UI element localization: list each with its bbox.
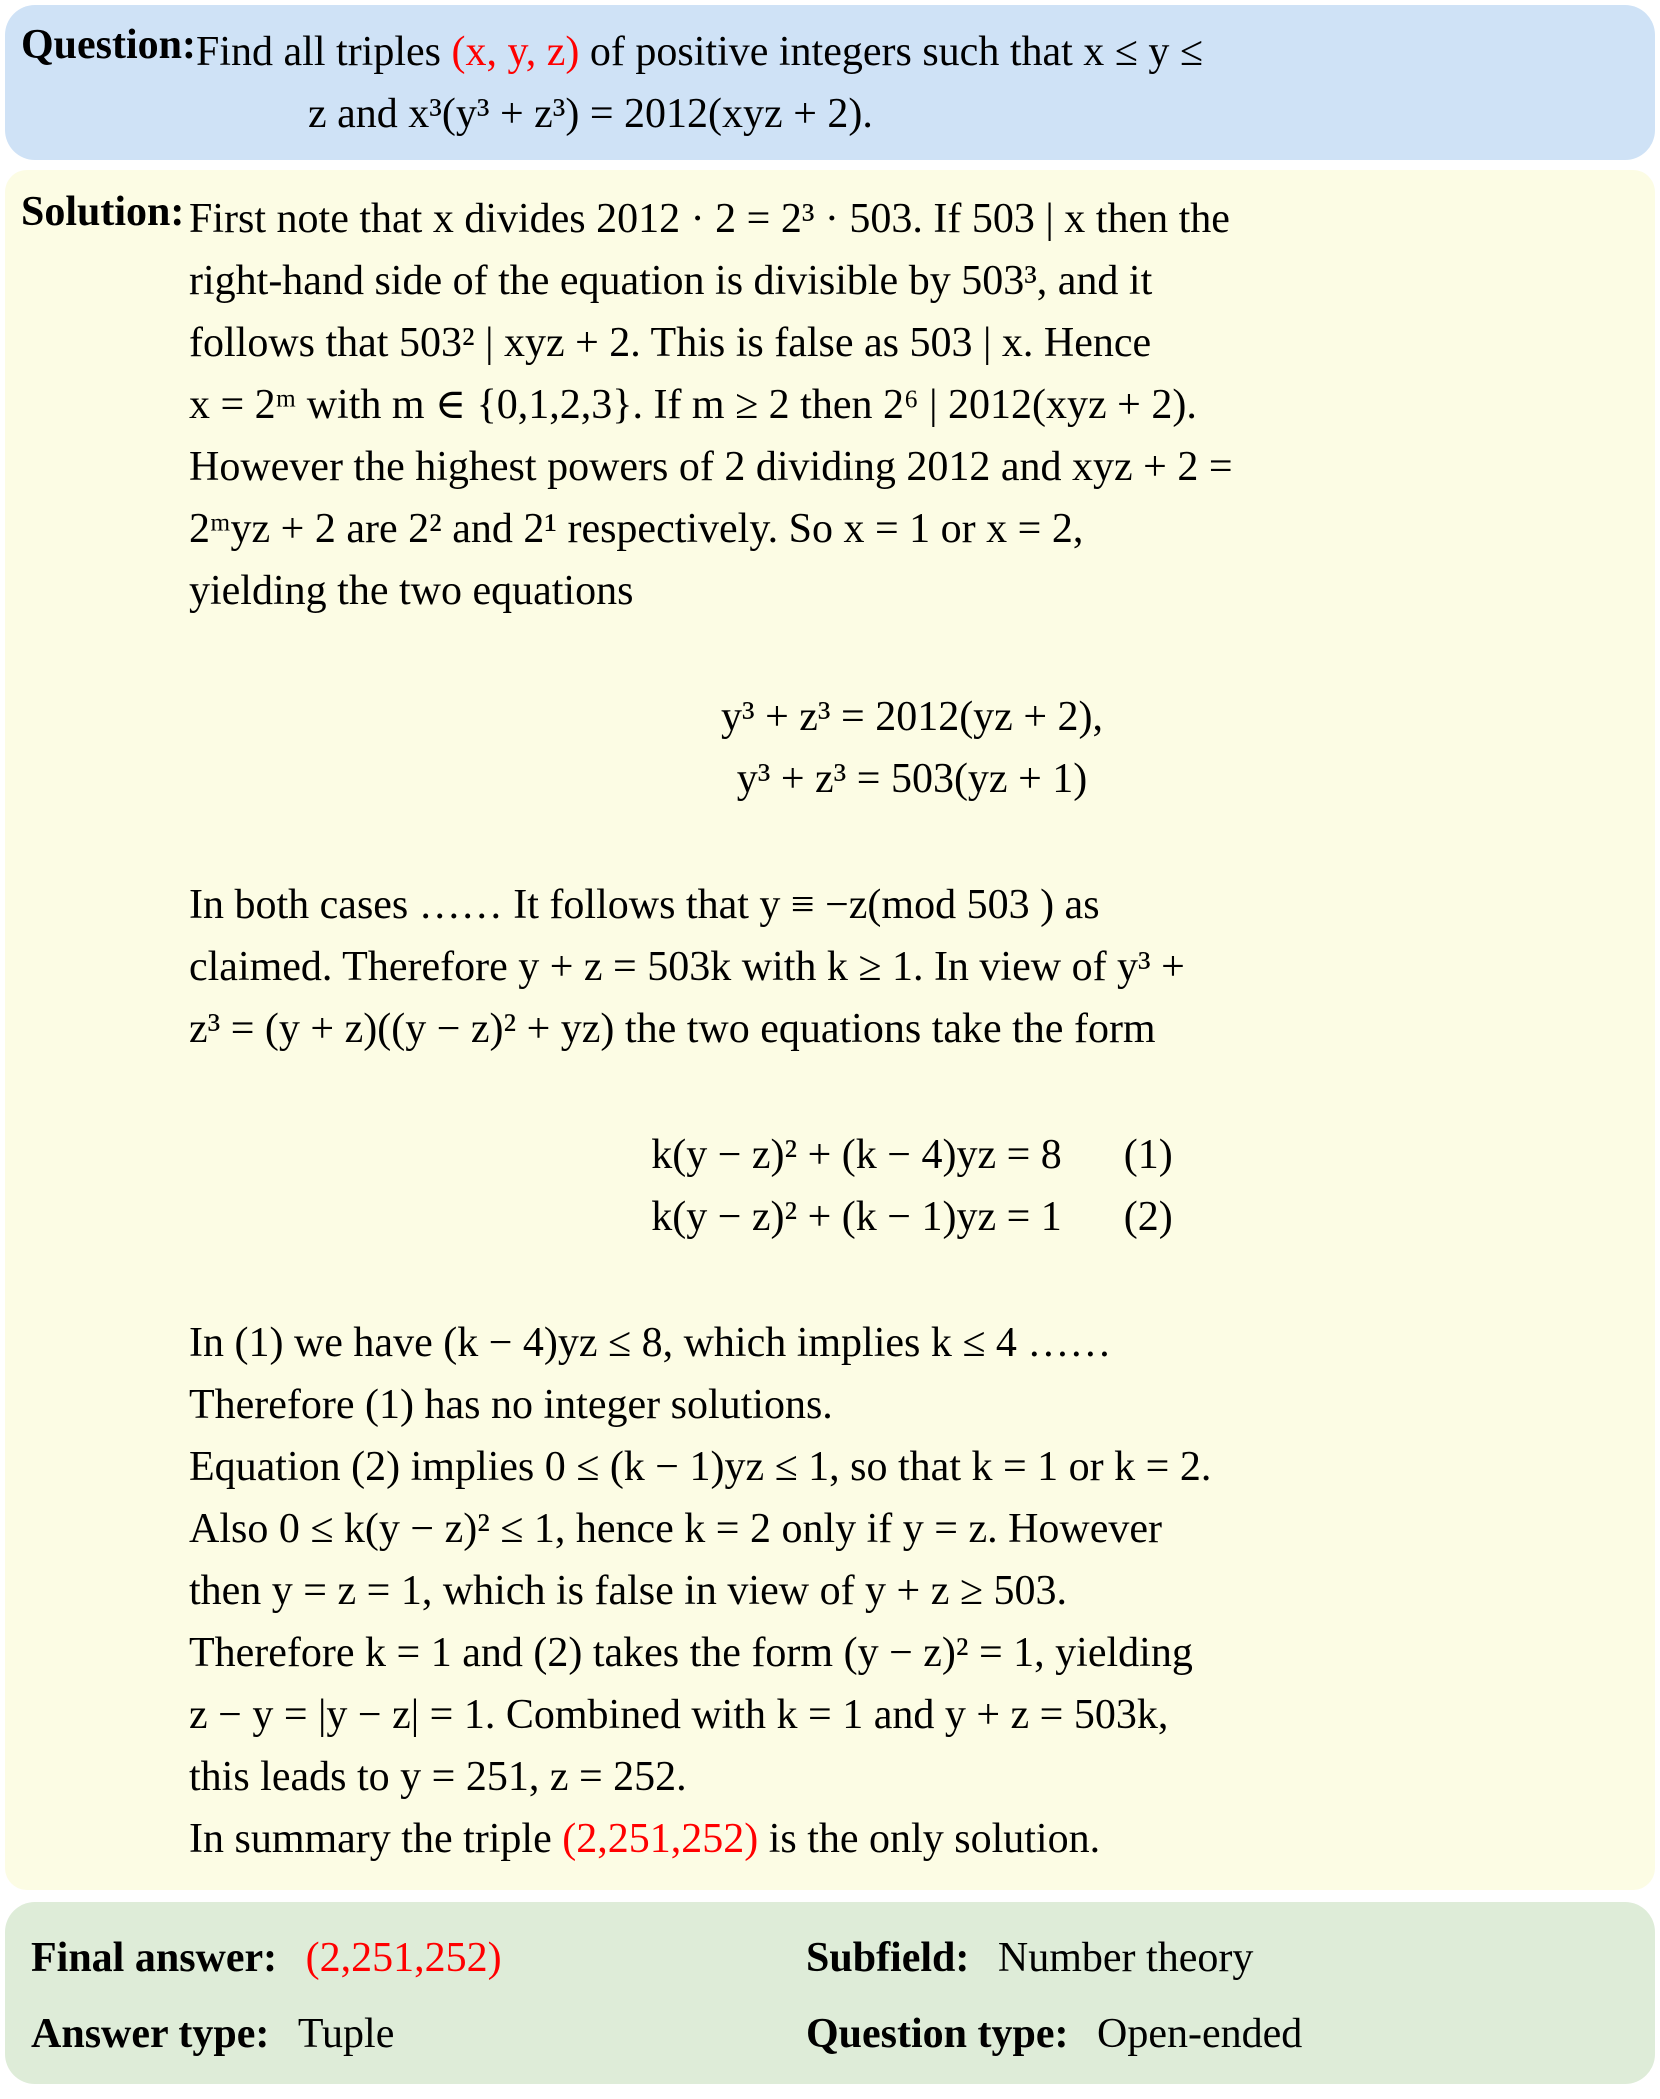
solution-text xyxy=(189,188,1635,1870)
solution-line: Therefore (1) has no integer solutions. xyxy=(189,1382,833,1428)
question-line1-pre: Find all triples xyxy=(196,29,452,75)
question-type-value: Open-ended xyxy=(1097,2011,1303,2057)
question-line-2: z and x³(y³ + z³) = 2012(xyz + 2). xyxy=(308,91,873,137)
display-equation: y³ + z³ = 503(yz + 1) xyxy=(736,756,1088,802)
solution-line: First note that x divides 2012 · 2 = 2³ · 503. If 503 | x then the xyxy=(189,196,1230,242)
question-section xyxy=(5,5,1655,160)
answer-type-label: Answer type: xyxy=(31,2011,270,2057)
solution-line: then y = z = 1, which is false in view of y + z ≥ 503. xyxy=(189,1568,1067,1614)
solution-line: In both cases …… It follows that y ≡ −z(mod 503 ) as xyxy=(189,882,1100,928)
subfield-item xyxy=(806,1928,1625,1988)
solution-line: x = 2ᵐ with m ∈ {0,1,2,3}. If m ≥ 2 then 2⁶ | 2012(xyz + 2). xyxy=(189,382,1197,428)
solution-section xyxy=(5,170,1655,1890)
page xyxy=(0,5,1660,2099)
subfield-value: Number theory xyxy=(997,1935,1254,1981)
display-equation: k(y − z)² + (k − 4)yz = 8 xyxy=(651,1132,1062,1178)
final-answer-label: Final answer: xyxy=(31,1935,278,1981)
question-label: Question: xyxy=(21,22,197,68)
display-equation-row xyxy=(189,1124,1635,1186)
display-equation: k(y − z)² + (k − 1)yz = 1 xyxy=(651,1194,1062,1240)
solution-line: z³ = (y + z)((y − z)² + yz) the two equations take the form xyxy=(189,1006,1156,1052)
answer-type-value: Tuple xyxy=(297,2011,395,2057)
solution-line: Also 0 ≤ k(y − z)² ≤ 1, hence k = 2 only if y = z. However xyxy=(189,1506,1163,1552)
final-answer-item xyxy=(31,1928,806,1988)
summary-line xyxy=(189,1808,1635,1870)
solution-line: z − y = |y − z| = 1. Combined with k = 1 and y + z = 503k, xyxy=(189,1692,1169,1738)
solution-line: Equation (2) implies 0 ≤ (k − 1)yz ≤ 1, so that k = 1 or k = 2. xyxy=(189,1444,1212,1490)
solution-line: Therefore k = 1 and (2) takes the form (y − z)² = 1, yielding xyxy=(189,1630,1193,1676)
display-equation: y³ + z³ = 2012(yz + 2), xyxy=(721,694,1103,740)
question-triple-highlight: (x, y, z) xyxy=(451,29,580,75)
question-line-1 xyxy=(196,21,1633,83)
solution-line: this leads to y = 251, z = 252. xyxy=(189,1754,687,1800)
solution-line: In (1) we have (k − 4)yz ≤ 8, which implies k ≤ 4 …… xyxy=(189,1320,1112,1366)
metadata-section xyxy=(5,1902,1655,2084)
equation-number: (1) xyxy=(1123,1132,1173,1178)
display-equations-cubes xyxy=(189,686,1635,810)
summary-pre: In summary the triple xyxy=(189,1816,563,1862)
solution-label: Solution: xyxy=(21,189,185,235)
solution-line: However the highest powers of 2 dividing 2012 and xyz + 2 = xyxy=(189,444,1233,490)
subfield-label: Subfield: xyxy=(806,1935,970,1981)
question-text xyxy=(196,21,1633,145)
solution-line: follows that 503² | xyz + 2. This is false as 503 | x. Hence xyxy=(189,320,1152,366)
summary-post: is the only solution. xyxy=(758,1816,1101,1862)
final-answer-value: (2,251,252) xyxy=(305,1935,502,1981)
question-line1-post: of positive integers such that x ≤ y ≤ xyxy=(579,29,1203,75)
answer-type-item xyxy=(31,2004,806,2064)
question-type-label: Question type: xyxy=(806,2011,1069,2057)
equation-number: (2) xyxy=(1123,1194,1173,1240)
solution-line: 2ᵐyz + 2 are 2² and 2¹ respectively. So x = 1 or x = 2, xyxy=(189,506,1084,552)
display-equations-numbered xyxy=(189,1124,1635,1248)
solution-line: claimed. Therefore y + z = 503k with k ≥ 1. In view of y³ + xyxy=(189,944,1185,990)
display-equation-row xyxy=(189,1186,1635,1248)
question-type-item xyxy=(806,2004,1625,2064)
solution-line: right-hand side of the equation is divisible by 503³, and it xyxy=(189,258,1153,304)
summary-triple-highlight: (2,251,252) xyxy=(562,1816,759,1862)
solution-line: yielding the two equations xyxy=(189,568,634,614)
